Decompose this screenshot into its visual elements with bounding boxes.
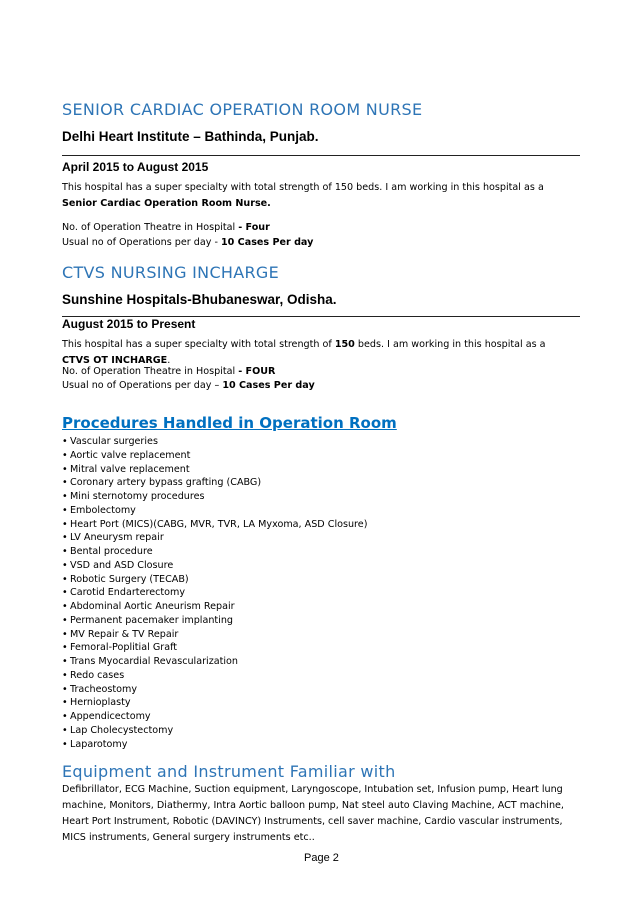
list-item bbox=[62, 710, 367, 724]
list-item bbox=[62, 559, 367, 573]
list-item bbox=[62, 669, 367, 683]
section2-operations bbox=[62, 380, 315, 391]
section1-title: SENIOR CARDIAC OPERATION ROOM NURSE bbox=[62, 100, 423, 119]
procedures-list bbox=[62, 435, 367, 751]
bullet-icon: • bbox=[62, 614, 68, 626]
bullet-icon: • bbox=[62, 504, 68, 516]
procedure-label: LV Aneurysm repair bbox=[70, 532, 164, 544]
section1-organization: Delhi Heart Institute – Bathinda, Punjab. bbox=[62, 129, 319, 144]
bullet-icon: • bbox=[62, 436, 68, 447]
list-item bbox=[62, 724, 367, 738]
bullet-icon: • bbox=[62, 477, 68, 489]
bullet-icon: • bbox=[62, 724, 68, 736]
list-item bbox=[62, 449, 367, 463]
section2-desc-prefix: This hospital has a super specialty with total strength of bbox=[62, 339, 335, 350]
bullet-icon: • bbox=[62, 587, 68, 599]
section2-title: CTVS NURSING INCHARGE bbox=[62, 263, 280, 282]
section2-organization: Sunshine Hospitals-Bhubaneswar, Odisha. bbox=[62, 292, 337, 307]
list-item bbox=[62, 490, 367, 504]
procedure-label: MV Repair & TV Repair bbox=[70, 628, 179, 640]
list-item bbox=[62, 738, 367, 752]
list-item bbox=[62, 531, 367, 545]
procedure-label: Vascular surgeries bbox=[70, 436, 158, 447]
procedure-label: Appendicectomy bbox=[70, 711, 151, 722]
list-item bbox=[62, 476, 367, 490]
equipment-title: Equipment and Instrument Familiar with bbox=[62, 762, 396, 781]
section2-description bbox=[62, 337, 574, 369]
procedure-label: Tracheostomy bbox=[70, 683, 138, 695]
page-number: Page 2 bbox=[304, 852, 339, 864]
bullet-icon: • bbox=[62, 532, 68, 544]
section1-operations bbox=[62, 237, 313, 248]
section2-desc-role: CTVS OT INCHARGE bbox=[62, 355, 168, 366]
procedure-label: Mitral valve replacement bbox=[70, 463, 190, 475]
section1-operations-value: 10 Cases Per day bbox=[220, 237, 314, 248]
procedure-label: Mini sternotomy procedures bbox=[70, 491, 205, 502]
list-item bbox=[62, 518, 367, 532]
list-item bbox=[62, 573, 367, 587]
bullet-icon: • bbox=[62, 518, 68, 530]
list-item bbox=[62, 683, 367, 697]
bullet-icon: • bbox=[62, 697, 68, 709]
section2-theatres bbox=[62, 366, 275, 377]
procedure-label: Coronary artery bypass grafting (CABG) bbox=[70, 477, 262, 489]
list-item bbox=[62, 641, 367, 655]
section1-theatres-label: No. of Operation Theatre in Hospital bbox=[62, 222, 239, 233]
section2-operations-value: 10 Cases Per day bbox=[222, 380, 315, 391]
bullet-icon: • bbox=[62, 656, 68, 667]
section1-theatres-value: - Four bbox=[238, 222, 270, 233]
procedure-label: Aortic valve replacement bbox=[70, 449, 191, 461]
bullet-icon: • bbox=[62, 738, 68, 750]
section1-operations-label: Usual no of Operations per day - bbox=[62, 237, 221, 248]
procedure-label: Femoral-Poplitial Graft bbox=[70, 642, 178, 654]
section1-desc-role: Senior Cardiac Operation Room Nurse. bbox=[62, 198, 271, 209]
bullet-icon: • bbox=[62, 642, 68, 654]
section2-desc-beds: 150 bbox=[334, 339, 355, 350]
list-item bbox=[62, 600, 367, 614]
bullet-icon: • bbox=[62, 601, 68, 612]
section2-desc-middle: beds. I am working in this hospital as a bbox=[354, 339, 546, 350]
procedure-label: Robotic Surgery (TECAB) bbox=[70, 573, 189, 585]
section1-dates: April 2015 to August 2015 bbox=[62, 160, 209, 174]
procedure-label: Abdominal Aortic Aneurism Repair bbox=[70, 601, 235, 612]
procedure-label: Hernioplasty bbox=[70, 697, 131, 709]
section1-theatres bbox=[62, 222, 270, 233]
bullet-icon: • bbox=[62, 546, 68, 557]
section1-description bbox=[62, 180, 574, 212]
section2-operations-label: Usual no of Operations per day – bbox=[62, 380, 223, 391]
bullet-icon: • bbox=[62, 573, 68, 585]
list-item bbox=[62, 504, 367, 518]
section1-desc-prefix: This hospital has a super specialty with total strength of 150 beds. I am working in this hospital as a bbox=[62, 182, 544, 193]
list-item bbox=[62, 628, 367, 642]
procedures-title: Procedures Handled in Operation Room bbox=[62, 414, 397, 432]
bullet-icon: • bbox=[62, 463, 68, 475]
list-item bbox=[62, 463, 367, 477]
list-item bbox=[62, 435, 367, 449]
list-item bbox=[62, 655, 367, 669]
section2-theatres-label: No. of Operation Theatre in Hospital bbox=[62, 366, 239, 377]
procedure-label: Redo cases bbox=[70, 669, 125, 681]
procedure-label: VSD and ASD Closure bbox=[70, 559, 174, 571]
section2-desc-end: . bbox=[167, 355, 171, 366]
list-item bbox=[62, 614, 367, 628]
section1-divider bbox=[62, 155, 580, 156]
section2-theatres-value: - FOUR bbox=[238, 366, 276, 377]
list-item bbox=[62, 545, 367, 559]
section2-dates: August 2015 to Present bbox=[62, 317, 196, 331]
procedure-label: Heart Port (MICS)(CABG, MVR, TVR, LA Myxoma, ASD Closure) bbox=[70, 518, 368, 530]
list-item bbox=[62, 696, 367, 710]
bullet-icon: • bbox=[62, 491, 68, 502]
list-item bbox=[62, 586, 367, 600]
procedure-label: Permanent pacemaker implanting bbox=[70, 614, 234, 626]
bullet-icon: • bbox=[62, 669, 68, 681]
procedure-label: Lap Cholecystectomy bbox=[70, 724, 174, 736]
procedure-label: Carotid Endarterectomy bbox=[70, 587, 186, 599]
procedure-label: Bental procedure bbox=[70, 546, 153, 557]
procedure-label: Embolectomy bbox=[70, 504, 136, 516]
bullet-icon: • bbox=[62, 683, 68, 695]
bullet-icon: • bbox=[62, 449, 68, 461]
procedure-label: Laparotomy bbox=[70, 738, 128, 750]
bullet-icon: • bbox=[62, 711, 68, 722]
procedure-label: Trans Myocardial Revascularization bbox=[70, 656, 238, 667]
equipment-text: Defibrillator, ECG Machine, Suction equipment, Laryngoscope, Intubation set, Infusion pump, Heart lung machine, Monitors, Diathermy, Intra Aortic balloon pump, Nat steel auto Claving Machine, ACT machine, Heart Port Instrument, Robotic (DAVINCY) Instruments, cell saver machine, Cardio vascular instruments, MICS instruments, General surgery instruments etc.. bbox=[62, 784, 564, 843]
bullet-icon: • bbox=[62, 628, 68, 640]
bullet-icon: • bbox=[62, 559, 68, 571]
